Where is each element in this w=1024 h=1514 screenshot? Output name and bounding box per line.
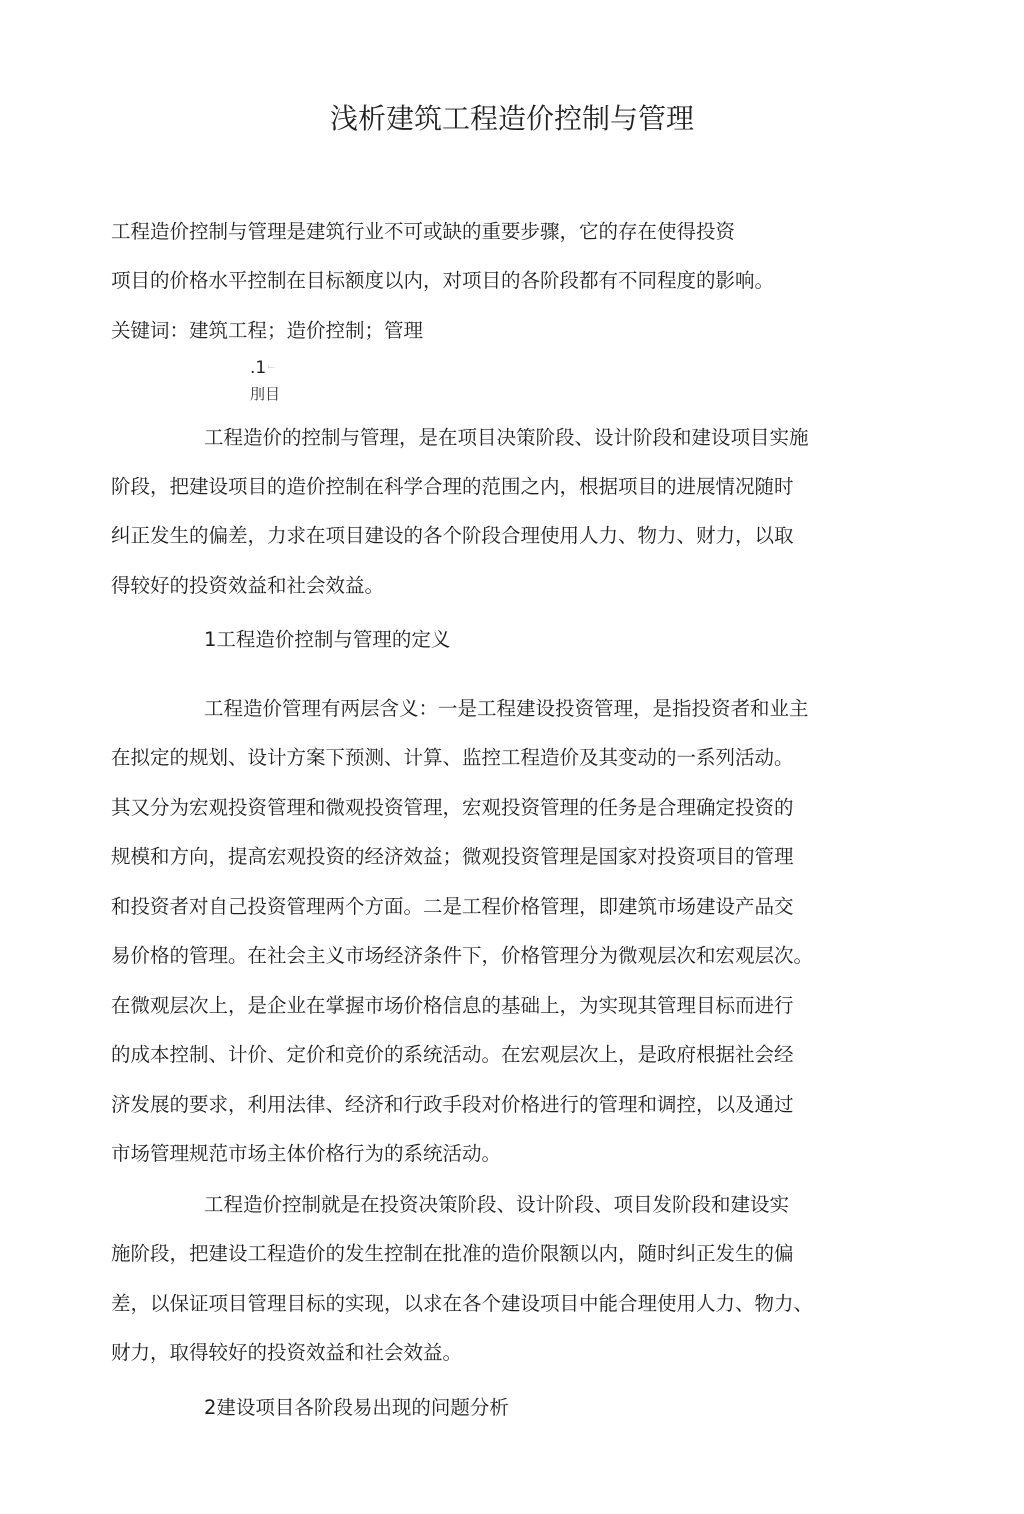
keywords-line: 关键词：建筑工程；造价控制；管理 — [111, 319, 424, 342]
intro-line: 纠正发生的偏差，力求在项目建设的各个阶段合理使用人力、物力、财力，以取 — [111, 524, 794, 547]
paragraph-line: 市场管理规范市场主体价格行为的系统活动。 — [111, 1142, 502, 1165]
intro-line: 阶段，把建设项目的造价控制在科学合理的范围之内，根据项目的进展情况随时 — [111, 475, 794, 498]
paragraph-line: 工程造价管理有两层含义：一是工程建设投资管理，是指投资者和业主 — [204, 697, 809, 720]
intro-line: 工程造价的控制与管理，是在项目决策阶段、设计阶段和建设项目实施 — [204, 426, 809, 449]
section-mark: ﹂ — [268, 366, 278, 376]
abstract-line: 项目的价格水平控制在目标额度以内，对项目的各阶段都有不同程度的影响。 — [111, 269, 775, 292]
paragraph-line: 财力，取得较好的投资效益和社会效益。 — [111, 1341, 463, 1364]
paragraph-line: 其又分为宏观投资管理和微观投资管理，宏观投资管理的任务是合理确定投资的 — [111, 796, 794, 819]
paragraph-line: 施阶段，把建设工程造价的发生控制在批准的造价限额以内，随时纠正发生的偏 — [111, 1242, 794, 1265]
paragraph-line: 在微观层次上，是企业在掌握市场价格信息的基础上，为实现其管理目标而进行 — [111, 994, 794, 1017]
paragraph-line: 在拟定的规划、设计方案下预测、计算、监控工程造价及其变动的一系列活动。 — [111, 746, 794, 769]
paragraph-line: 济发展的要求，利用法律、经济和行政手段对价格进行的管理和调控，以及通过 — [111, 1093, 794, 1116]
section-number-text: .1 — [250, 358, 267, 378]
paragraph-line: 和投资者对自己投资管理两个方面。二是工程价格管理，即建筑市场建设产品交 — [111, 895, 794, 918]
section-heading-2: 2建设项目各阶段易出现的问题分析 — [204, 1396, 509, 1419]
section-label: 刖目 — [250, 385, 281, 403]
document-title: 浅析建筑工程造价控制与管理 — [329, 102, 694, 135]
abstract-line: 工程造价控制与管理是建筑行业不可或缺的重要步骤，它的存在使得投资 — [111, 220, 736, 243]
paragraph-line: 易价格的管理。在社会主义市场经济条件下，价格管理分为微观层次和宏观层次。 — [111, 944, 814, 967]
section-heading-1: 1工程造价控制与管理的定义 — [204, 628, 451, 651]
paragraph-line: 的成本控制、计价、定价和竞价的系统活动。在宏观层次上，是政府根据社会经 — [111, 1043, 794, 1066]
intro-line: 得较好的投资效益和社会效益。 — [111, 574, 385, 597]
section-number — [250, 358, 277, 378]
paragraph-line: 工程造价控制就是在投资决策阶段、设计阶段、项目发阶段和建设实 — [204, 1193, 790, 1216]
paragraph-line: 规模和方向，提高宏观投资的经济效益；微观投资管理是国家对投资项目的管理 — [111, 845, 794, 868]
paragraph-line: 差，以保证项目管理目标的实现，以求在各个建设项目中能合理使用人力、物力、 — [111, 1292, 814, 1315]
